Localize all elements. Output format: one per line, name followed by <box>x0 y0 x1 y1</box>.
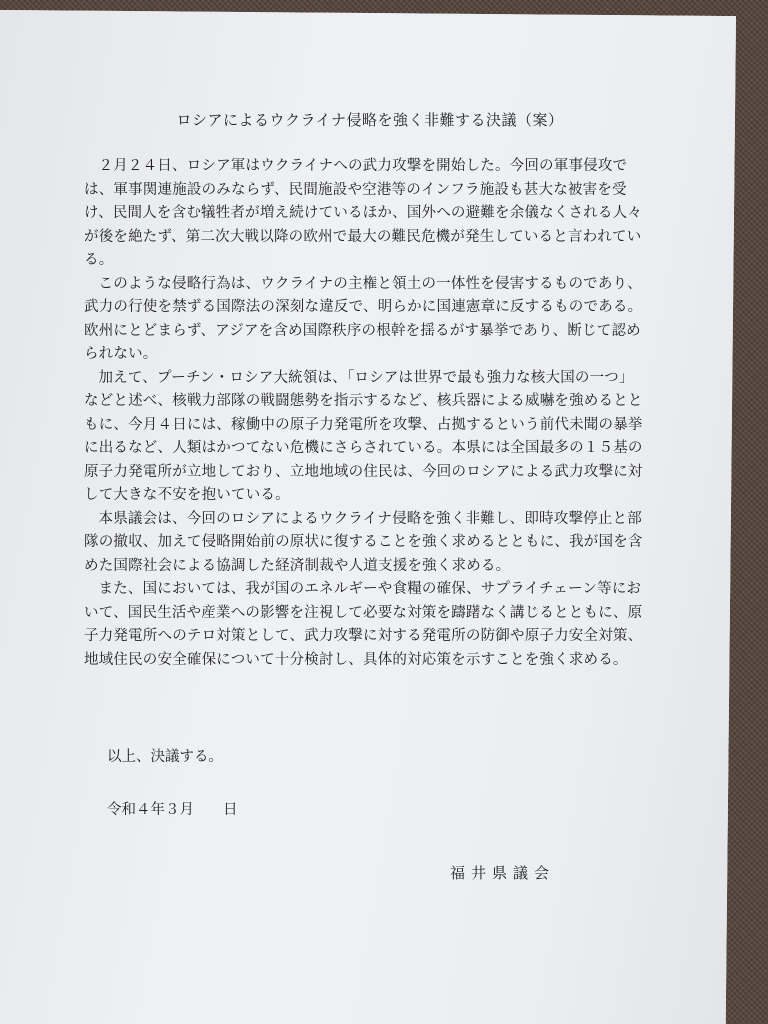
signature: 福井県議会 <box>450 864 556 882</box>
paragraph-5: また、国においては、我が国のエネルギーや食糧の確保、サプライチェーン等において、国民生活や産業への影響を注視して必要な対策を躊躇なく講じるとともに、原子力発電所へのテロ対策として、武力攻撃に対する発電所の防御や原子力安全対策、地域住民の安全確保について十分検討し、具体的対応策を示すことを強く求める。 <box>84 581 643 668</box>
document-date: 令和４年３月 日 <box>107 802 238 818</box>
paragraph-4: 本県議会は、今回のロシアによるウクライナ侵略を強く非難し、即時攻撃停止と部隊の撤収、加えて侵略開始前の原状に復することを強く求めるとともに、我が国を含めた国際社会による協調した経済制裁や人道支援を強く求める。 <box>84 510 643 574</box>
paragraph-2: このような侵略行為は、ウクライナの主権と領土の一体性を侵害するものであり、武力の行使を禁ずる国際法の深刻な違反で、明らかに国連憲章に反するものである。欧州にとどまらず、アジアを含め国際秩序の根幹を揺るがす暴挙であり、断じて認められない。 <box>84 275 643 362</box>
document-body <box>84 155 644 672</box>
paragraph-3: 加えて、プーチン・ロシア大統領は、「ロシアは世界で最も強力な核大国の一つ」などと述べ、核戦力部隊の戦闘態勢を指示するなど、核兵器による威嚇を強めるとともに、今月４日には、稼働中の原子力発電所を攻撃、占拠するという前代未聞の暴挙に出るなど、人類はかつてない危機にさらされている。本県には全国最多の１５基の原子力発電所が立地しており、立地地域の住民は、今回のロシアによる武力攻撃に対して大きな不安を抱いている。 <box>84 369 643 503</box>
paragraph-1: ２月２４日、ロシア軍はウクライナへの武力攻撃を開始した。今回の軍事侵攻では、軍事関連施設のみならず、民間施設や空港等のインフラ施設も甚大な被害を受け、民間人を含む犠牲者が増え続けているほか、国外への避難を余儀なくされる人々が後を絶たず、第二次大戦以降の欧州で最大の難民危機が発生していると言われている。 <box>84 158 643 268</box>
closing-statement: 以上、決議する。 <box>107 749 223 765</box>
document-title: ロシアによるウクライナ侵略を強く非難する決議（案） <box>176 111 564 129</box>
